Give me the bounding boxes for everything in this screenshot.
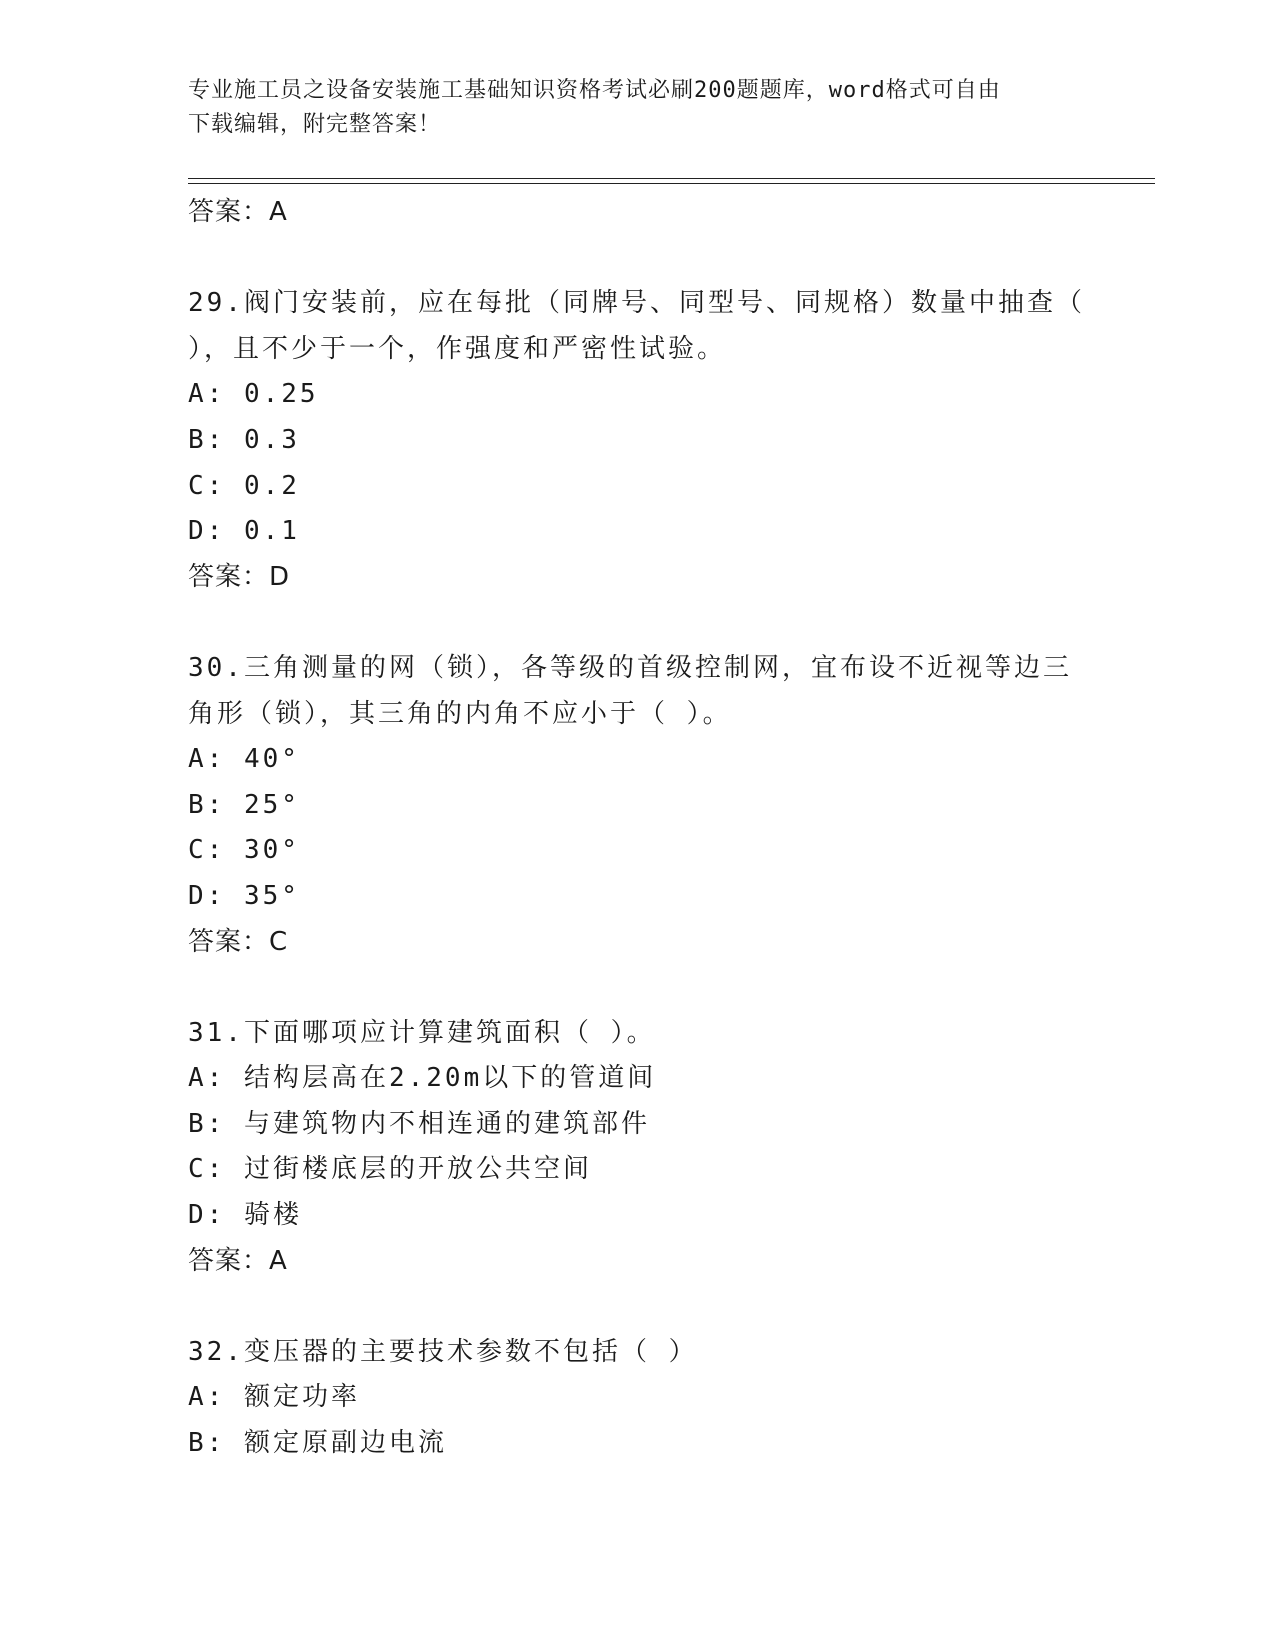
question-stem: 31.下面哪项应计算建筑面积（ ）。 (188, 1017, 656, 1048)
option-d: D: 35° (188, 880, 300, 911)
question-29 (188, 281, 1088, 600)
document-header (188, 74, 1078, 142)
option-d: D: 0.1 (188, 516, 300, 547)
header-line-2: 下载编辑，附完整答案！ (188, 112, 442, 137)
question-31 (188, 1011, 1088, 1285)
option-a: A: 结构层高在2.20m以下的管道间 (188, 1063, 657, 1094)
answer-line: 答案：A (188, 1245, 288, 1276)
header-divider-bottom (188, 183, 1155, 184)
option-c: C: 30° (188, 835, 300, 866)
question-30 (188, 646, 1088, 965)
question-stem: 30.三角测量的网（锁），各等级的首级控制网，宜布设不近视等边三 (188, 652, 1072, 683)
answer-line: 答案：D (188, 561, 291, 592)
option-a: A: 40° (188, 744, 300, 775)
option-c: C: 过街楼底层的开放公共空间 (188, 1154, 592, 1185)
question-stem-continued: 角形（锁），其三角的内角不应小于（ ）。 (188, 698, 732, 729)
question-32 (188, 1330, 1088, 1467)
option-b: B: 与建筑物内不相连通的建筑部件 (188, 1108, 650, 1139)
option-a: A: 额定功率 (188, 1382, 360, 1413)
option-a: A: 0.25 (188, 379, 319, 410)
option-c: C: 0.2 (188, 470, 300, 501)
previous-answer: 答案：A (188, 197, 288, 227)
header-divider-top (188, 178, 1155, 179)
header-line-1: 专业施工员之设备安装施工基础知识资格考试必刷200题题库，word格式可自由 (188, 78, 1001, 103)
question-stem: 32.变压器的主要技术参数不包括（ ） (188, 1336, 698, 1367)
option-b: B: 额定原副边电流 (188, 1428, 447, 1459)
option-d: D: 骑楼 (188, 1200, 302, 1231)
option-b: B: 0.3 (188, 424, 300, 455)
option-b: B: 25° (188, 789, 300, 820)
spacer (188, 600, 1088, 646)
spacer (188, 965, 1088, 1011)
question-stem: 29.阀门安装前，应在每批（同牌号、同型号、同规格）数量中抽查（ (188, 288, 1085, 319)
answer-line: 答案：C (188, 926, 289, 957)
question-content (188, 190, 1088, 1467)
spacer (188, 236, 1088, 282)
spacer (188, 1284, 1088, 1330)
question-stem-continued: ），且不少于一个，作强度和严密性试验。 (188, 333, 727, 364)
